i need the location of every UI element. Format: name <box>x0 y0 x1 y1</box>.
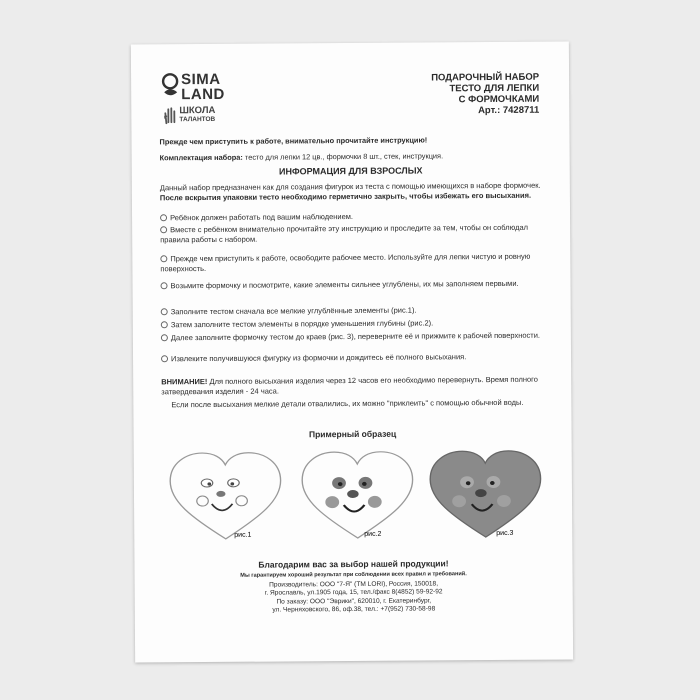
figure-label-3: рис.3 <box>496 529 514 537</box>
guarantee-text: Мы гарантируем хороший результат при соблюдении всех правил и требований. <box>240 571 467 579</box>
school-logo-text <box>179 106 215 124</box>
bullet-icon <box>160 255 167 262</box>
intro-bold: После вскрытия упаковки тесто необходимо герметично закрыть, чтобы избежать его высыхания. <box>159 190 532 202</box>
thanks-text: Благодарим вас за выбор нашей продукции! <box>258 558 449 570</box>
step-7 <box>161 331 546 343</box>
kit-text: тесто для лепки 12 цв., формочки 8 шт., стек, инструкция. <box>242 151 444 162</box>
bullet-icon <box>161 321 168 328</box>
logo-brand-top: SIMA <box>181 70 221 89</box>
title-line-1: ПОДАРОЧНЫЙ НАБОР <box>431 71 540 84</box>
bullet-icon <box>161 355 168 362</box>
step-text: Ребёнок должен работать под вашим наблюдением. <box>170 211 354 223</box>
logo-brand-bottom: LAND <box>181 85 225 104</box>
step-text: Заполните тестом сначала все мелкие углублённые элементы (рис.1). <box>170 305 417 317</box>
step-text: Прежде чем приступить к работе, освободите рабочее место. Используйте для лепки чистую и ровную поверхность. <box>160 251 531 273</box>
kit-contents <box>160 151 444 162</box>
title-line-2: ТЕСТО ДЛЯ ЛЕПКИ <box>449 82 540 95</box>
step-text: Вместе с ребёнком внимательно прочитайте эту инструкцию и проследите за тем, чтобы он соблюдал правила работы с набором. <box>160 222 529 244</box>
attention-text: Для полного высыхания изделия через 12 часов его необходимо перевернуть. Время полного затвердевания изделия - 24 часа. <box>161 374 538 396</box>
contacts-block <box>135 579 573 616</box>
instruction-sheet <box>131 41 573 662</box>
brand-logo <box>161 72 246 133</box>
article-number: Арт.: 7428711 <box>478 104 540 117</box>
warning-text: Прежде чем приступить к работе, внимательно прочитайте инструкцию! <box>159 135 428 147</box>
step-4 <box>161 279 546 291</box>
bullet-icon <box>160 226 167 233</box>
product-title-block <box>431 72 539 117</box>
step-6 <box>161 318 546 330</box>
heart-figure-1 <box>170 453 281 540</box>
step-3 <box>160 252 545 274</box>
logo-text <box>181 72 225 102</box>
contact-line: г. Ярославль, ул.1905 года, 15, тел./факс 8(4852) 59-92-92 <box>264 588 443 598</box>
step-text: Далее заполните формочку тестом до краев (рис. 3), переверните её и прижмите к рабочей поверхности. <box>170 330 541 343</box>
bullet-icon <box>161 334 168 341</box>
intro-paragraph <box>160 181 545 203</box>
bullet-icon <box>160 214 167 221</box>
attention-paragraph <box>161 375 546 397</box>
title-line-3: С ФОРМОЧКАМИ <box>458 93 540 106</box>
figure-label-2: рис.2 <box>364 530 382 538</box>
step-1 <box>160 211 545 223</box>
step-text: Извлеките получившуюся фигурку из формочки и дождитесь её полного высыхания. <box>171 352 467 364</box>
step-8 <box>161 352 546 364</box>
contact-line: По заказу: ООО "Эврики", 620010, г. Екатеринбург, <box>276 597 432 606</box>
school-top: ШКОЛА <box>179 104 216 117</box>
info-heading: ИНФОРМАЦИЯ ДЛЯ ВЗРОСЛЫХ <box>278 165 423 177</box>
school-bottom: ТАЛАНТОВ <box>179 115 216 124</box>
kit-label: Комплектация набора: <box>159 152 243 163</box>
sample-figures <box>166 445 547 548</box>
attention-label: ВНИМАНИЕ! <box>161 377 208 387</box>
bullet-icon <box>161 282 168 289</box>
step-5 <box>161 305 546 317</box>
hand-icon <box>163 106 177 124</box>
heart-figure-3 <box>430 451 541 538</box>
sima-land-icon <box>161 72 181 102</box>
contact-line: Производитель: ООО "7-Я" (ТМ LORI), Россия, 150018, <box>269 580 439 589</box>
bullet-icon <box>161 308 168 315</box>
tip-paragraph: Если после высыхания мелкие детали отвалились, их можно "приклеить" с помощью обычной воды. <box>171 397 524 410</box>
contact-line: ул. Черняховского, 86, оф.38, тел.: +7(952) 730-58-98 <box>272 605 436 614</box>
intro-text: Данный набор предназначен как для создания фигурок из теста с помощью имеющихся в наборе формочек. <box>159 180 541 193</box>
heart-figure-2 <box>302 452 413 539</box>
step-2 <box>160 223 545 245</box>
figure-label-1: рис.1 <box>234 531 252 539</box>
sample-heading: Примерный образец <box>308 428 397 440</box>
step-text: Возьмите формочку и посмотрите, какие элементы сильнее углублены, их мы заполняем первыми. <box>170 278 519 291</box>
step-text: Затем заполните тестом элементы в порядке уменьшения глубины (рис.2). <box>170 318 434 330</box>
